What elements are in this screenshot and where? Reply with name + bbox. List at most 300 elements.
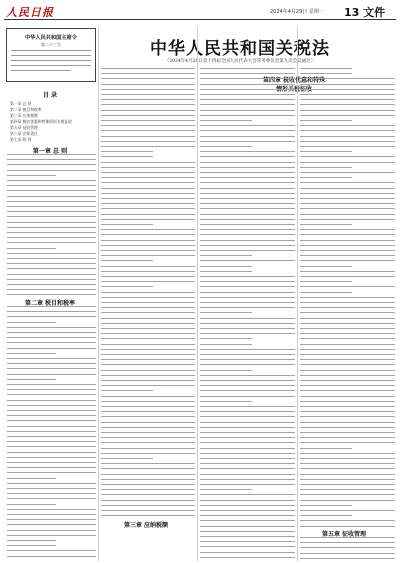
text-line [101, 208, 195, 209]
text-line [101, 115, 195, 116]
text-line [300, 333, 395, 334]
text-line [300, 198, 395, 199]
text-line [101, 104, 195, 105]
text-line [200, 505, 295, 506]
text-line [7, 180, 96, 181]
text-line [101, 489, 195, 490]
text-line [7, 524, 96, 525]
text-line [200, 276, 295, 277]
text-line [200, 203, 295, 204]
text-line [200, 463, 295, 464]
text-line [101, 297, 195, 298]
text-line [7, 159, 96, 160]
column-separator [297, 26, 298, 561]
text-line [7, 462, 96, 463]
text-line [7, 493, 96, 494]
text-line [300, 380, 395, 381]
text-line [300, 172, 395, 173]
text-line [300, 234, 395, 235]
text-line [300, 193, 395, 194]
text-line [7, 478, 56, 479]
text-line [7, 201, 96, 202]
text-line [200, 162, 295, 163]
text-line [7, 170, 96, 171]
text-line [300, 401, 395, 402]
text-line [200, 172, 295, 173]
text-line [200, 416, 295, 417]
text-line [7, 332, 96, 333]
text-line [7, 248, 56, 249]
text-line [200, 208, 295, 209]
text-line [300, 307, 395, 308]
text-line [200, 344, 252, 345]
text-line [300, 260, 395, 261]
text-line [101, 370, 195, 371]
text-line [101, 177, 195, 178]
text-line [300, 489, 395, 490]
section-heading: 第四章 税收优惠和特殊 [262, 77, 326, 84]
text-line [7, 311, 96, 312]
text-line [200, 68, 295, 69]
text-line [200, 224, 295, 225]
text-line [7, 342, 96, 343]
text-line [200, 260, 295, 261]
text-line [300, 188, 395, 189]
text-line [101, 172, 195, 173]
text-line [101, 271, 195, 272]
text-line [300, 432, 395, 433]
text-line [7, 358, 96, 359]
text-line [7, 242, 96, 243]
text-line [101, 229, 195, 230]
text-line [101, 312, 195, 313]
toc-item: 第六章 法律责任 [10, 131, 38, 136]
text-line [101, 474, 195, 475]
text-line [300, 553, 395, 554]
text-line [300, 416, 395, 417]
text-line [200, 500, 295, 501]
text-line [300, 442, 395, 443]
text-line [101, 463, 195, 464]
text-line [7, 441, 96, 442]
text-line [300, 364, 395, 365]
text-line [300, 349, 395, 350]
text-line [7, 405, 96, 406]
text-line [101, 380, 195, 381]
text-line [101, 359, 195, 360]
text-line [200, 125, 295, 126]
text-line [200, 354, 295, 355]
text-line [200, 442, 295, 443]
text-line [200, 411, 295, 412]
text-line [101, 125, 195, 126]
text-line [200, 177, 295, 178]
text-line [200, 390, 295, 391]
text-line [300, 120, 352, 121]
text-line [7, 374, 96, 375]
text-line [300, 344, 395, 345]
text-line [200, 458, 295, 459]
text-line [300, 354, 395, 355]
text-line [7, 211, 96, 212]
text-line [200, 286, 295, 287]
text-line [101, 146, 195, 147]
text-line [101, 302, 195, 303]
text-line [7, 279, 96, 280]
text-line [300, 520, 395, 521]
text-line [7, 379, 56, 380]
text-line [7, 556, 96, 557]
text-line [300, 500, 395, 501]
text-line [200, 255, 252, 256]
text-line [101, 432, 195, 433]
text-line [200, 297, 295, 298]
text-line [200, 520, 295, 521]
text-line [300, 453, 395, 454]
order-text-line [11, 50, 91, 51]
masthead [4, 4, 396, 18]
text-line [300, 542, 395, 543]
text-line [7, 175, 56, 176]
text-line [7, 196, 96, 197]
text-line [300, 84, 395, 85]
text-line [101, 338, 195, 339]
section-heading: 情形关税征收 [275, 86, 312, 93]
order-text-line [11, 55, 91, 56]
text-line [300, 99, 395, 100]
text-line [300, 318, 395, 319]
order-title: 中华人民共和国主席令 [25, 35, 77, 41]
text-line [200, 151, 295, 152]
text-line [101, 442, 195, 443]
text-line [300, 537, 395, 538]
text-line [200, 546, 295, 547]
text-line [101, 390, 153, 391]
text-line [250, 94, 295, 95]
toc-item: 第五章 征收管理 [10, 125, 38, 130]
text-line [200, 266, 252, 267]
text-line [200, 531, 295, 532]
toc-title: 目 录 [42, 92, 58, 99]
order-text-line [11, 70, 71, 71]
text-line [101, 136, 195, 137]
toc-item: 第二章 税目和税率 [10, 107, 42, 112]
text-line [200, 427, 295, 428]
text-line [101, 453, 195, 454]
text-line [101, 505, 195, 506]
text-line [300, 515, 352, 516]
text-line [300, 526, 395, 527]
text-line [300, 359, 395, 360]
text-line [200, 104, 252, 105]
text-line [200, 510, 295, 511]
masthead-rule [4, 19, 396, 20]
text-line [7, 509, 96, 510]
text-line [300, 328, 395, 329]
text-line [101, 286, 153, 287]
text-line [7, 227, 96, 228]
text-line [200, 484, 295, 485]
text-line [200, 146, 252, 147]
text-line [101, 307, 195, 308]
text-line [7, 545, 56, 546]
order-text-line [11, 65, 91, 66]
text-line [200, 281, 295, 282]
text-line [300, 245, 395, 246]
text-line [7, 363, 96, 364]
newspaper-logo: 人民日报 [6, 6, 54, 19]
text-line [101, 484, 195, 485]
text-line [7, 472, 96, 473]
text-line [300, 338, 395, 339]
text-line [300, 474, 395, 475]
text-line [7, 457, 96, 458]
toc-item: 第三章 应纳税额 [10, 113, 38, 118]
text-line [300, 240, 395, 241]
text-line [200, 188, 295, 189]
text-line [300, 229, 395, 230]
text-line [300, 255, 395, 256]
text-line [101, 240, 195, 241]
text-line [200, 349, 295, 350]
presidential-order-box [6, 28, 96, 82]
text-line [101, 110, 195, 111]
text-line [200, 78, 295, 79]
text-line [300, 214, 395, 215]
text-line [7, 530, 96, 531]
text-line [200, 141, 295, 142]
text-line [7, 514, 96, 515]
headline: 中华人民共和国关税法 [150, 39, 330, 59]
text-line [300, 136, 395, 137]
text-line [101, 515, 195, 516]
text-line [7, 232, 96, 233]
text-line [101, 73, 195, 74]
text-line [7, 222, 96, 223]
text-line [101, 437, 195, 438]
text-line [101, 68, 195, 69]
text-line [101, 344, 195, 345]
text-line [300, 141, 395, 142]
text-line [300, 297, 395, 298]
text-line [200, 536, 295, 537]
text-line [300, 104, 395, 105]
text-line [7, 389, 96, 390]
text-line [101, 198, 195, 199]
text-line [7, 368, 96, 369]
text-line [101, 411, 195, 412]
text-line [7, 410, 96, 411]
text-line [200, 453, 295, 454]
text-line [200, 240, 295, 241]
text-line [200, 479, 295, 480]
text-line [300, 68, 352, 69]
text-line [7, 436, 96, 437]
text-line [300, 162, 395, 163]
text-line [300, 375, 395, 376]
text-line [7, 498, 96, 499]
text-line [200, 375, 295, 376]
text-line [300, 390, 395, 391]
text-line [101, 151, 153, 152]
text-line [300, 463, 395, 464]
text-line [101, 245, 195, 246]
text-line [200, 130, 295, 131]
text-line [200, 120, 252, 121]
text-line [300, 385, 395, 386]
text-line [300, 89, 395, 90]
text-line [101, 292, 195, 293]
subtitle: （2024年4月26日第十四届全国人民代表大会常务委员会第九次会议通过） [164, 59, 316, 64]
text-line [101, 406, 195, 407]
text-line [300, 406, 395, 407]
text-line [200, 219, 295, 220]
text-line [7, 550, 96, 551]
text-line [300, 411, 395, 412]
text-line [7, 289, 96, 290]
text-line [101, 260, 153, 261]
text-line [101, 130, 195, 131]
text-line [300, 182, 395, 183]
text-line [101, 458, 153, 459]
text-line [300, 422, 395, 423]
text-line [7, 431, 96, 432]
column-separator [197, 26, 198, 561]
text-line [101, 416, 195, 417]
text-line [200, 448, 295, 449]
text-line [200, 370, 252, 371]
text-line [200, 84, 295, 85]
text-line [200, 385, 295, 386]
text-line [7, 190, 96, 191]
text-line [200, 89, 295, 90]
text-line [300, 250, 395, 251]
text-line [300, 208, 395, 209]
text-line [101, 364, 195, 365]
order-text-line [11, 60, 91, 61]
text-line [101, 182, 195, 183]
text-line [101, 510, 195, 511]
text-line [200, 380, 295, 381]
text-line [7, 400, 96, 401]
text-line [300, 505, 352, 506]
text-line [200, 250, 295, 251]
text-line [101, 188, 195, 189]
text-line [200, 406, 295, 407]
text-line [250, 104, 295, 105]
text-line [7, 253, 96, 254]
text-line [250, 110, 295, 111]
text-line [101, 255, 195, 256]
text-line [101, 219, 195, 220]
text-line [7, 154, 96, 155]
text-line [7, 316, 96, 317]
text-line [300, 458, 395, 459]
text-line [101, 396, 195, 397]
text-line [101, 401, 195, 402]
text-line [300, 323, 395, 324]
text-line [101, 333, 195, 334]
page-number: 13 文件 [344, 6, 386, 19]
text-line [101, 99, 195, 100]
text-line [200, 136, 295, 137]
text-line [300, 286, 395, 287]
text-line [200, 323, 295, 324]
text-line [300, 479, 395, 480]
text-line [300, 73, 352, 74]
text-line [200, 234, 295, 235]
text-line [300, 78, 395, 79]
text-line [300, 448, 352, 449]
text-line [200, 437, 295, 438]
text-line [101, 318, 195, 319]
text-line [300, 167, 352, 168]
text-line [101, 193, 195, 194]
text-line [101, 448, 195, 449]
text-line [101, 167, 195, 168]
text-line [300, 292, 352, 293]
text-line [200, 401, 252, 402]
text-line [300, 494, 395, 495]
text-line [101, 78, 195, 79]
text-line [200, 182, 295, 183]
text-line [7, 284, 96, 285]
toc-item: 第一章 总 则 [10, 101, 32, 106]
text-line [101, 479, 195, 480]
text-line [7, 237, 96, 238]
text-line [300, 396, 395, 397]
text-line [200, 156, 295, 157]
text-line [101, 422, 195, 423]
text-line [101, 214, 195, 215]
text-line [101, 250, 195, 251]
text-line [200, 515, 295, 516]
text-line [200, 167, 295, 168]
text-line [200, 396, 295, 397]
text-line [300, 468, 395, 469]
text-line [7, 519, 96, 520]
text-line [7, 306, 96, 307]
text-line [101, 141, 195, 142]
text-line [101, 385, 195, 386]
text-line [101, 468, 195, 469]
text-line [200, 432, 295, 433]
text-line [200, 312, 252, 313]
text-line [7, 504, 56, 505]
toc-item: 第四章 税收优惠和特殊情形关税征收 [10, 119, 72, 124]
text-line [7, 274, 96, 275]
text-line [7, 483, 96, 484]
text-line [200, 359, 295, 360]
text-line [7, 452, 96, 453]
text-line [200, 541, 295, 542]
text-line [101, 266, 195, 267]
text-line [101, 120, 195, 121]
text-line [101, 349, 195, 350]
text-line [200, 494, 295, 495]
text-line [300, 156, 395, 157]
text-line [300, 302, 395, 303]
text-line [300, 547, 395, 548]
text-line [200, 333, 295, 334]
text-line [7, 420, 96, 421]
text-line [7, 394, 96, 395]
text-line [300, 437, 395, 438]
text-line [200, 198, 295, 199]
text-line [200, 318, 295, 319]
text-line [7, 185, 96, 186]
text-line [300, 219, 395, 220]
